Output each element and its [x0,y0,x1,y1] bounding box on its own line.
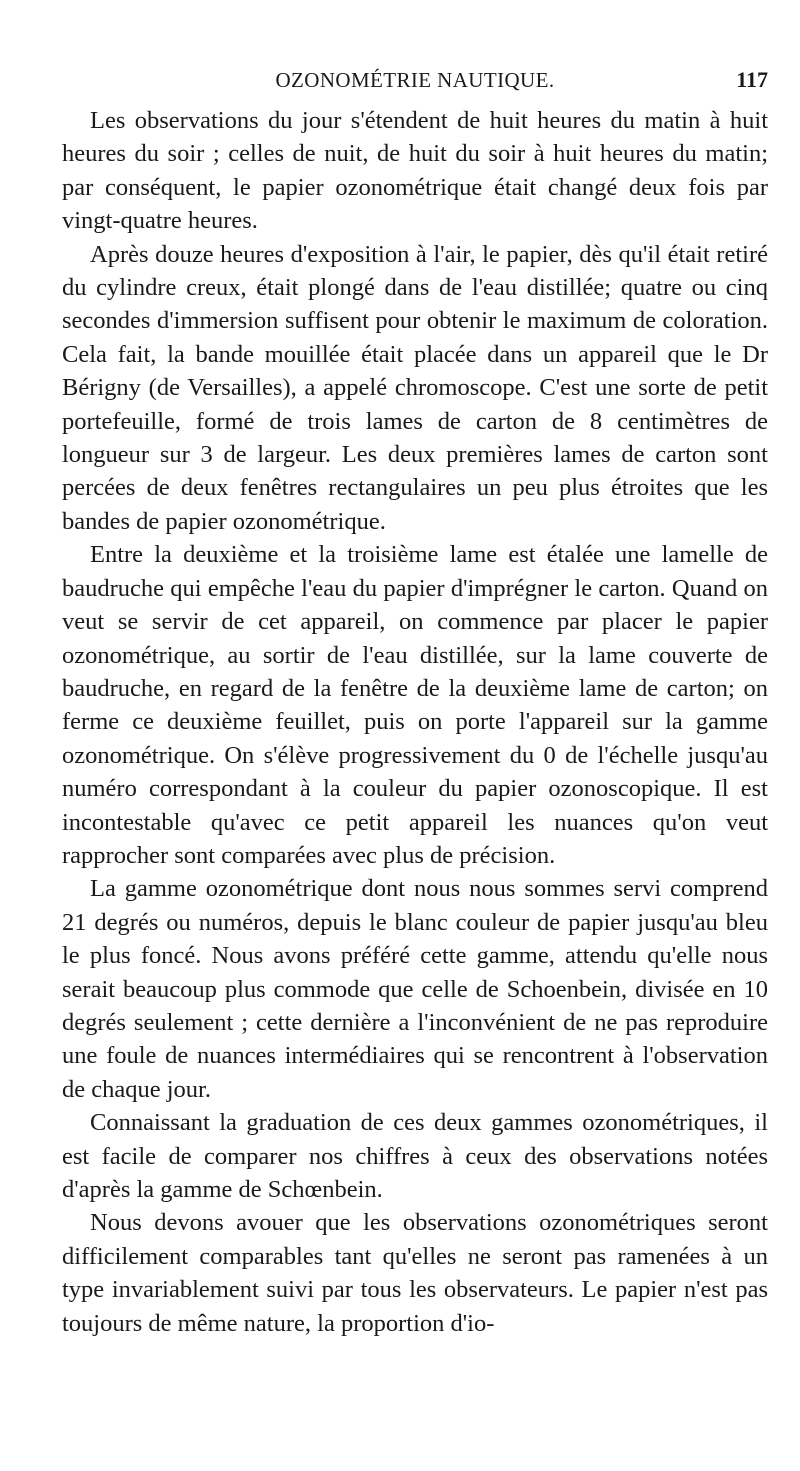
page-number: 117 [736,67,768,92]
paragraph-graduation: Connaissant la graduation de ces deux gammes ozonométriques, il est facile de comparer nos chiffres à ceux des observations notées d'après la gamme de Schœnbein. [62,1109,768,1203]
body-text [62,104,768,1340]
running-header [62,62,768,98]
paragraph-gamme: La gamme ozonométrique dont nous nous sommes servi comprend 21 degrés ou numéros, depuis le blanc couleur de papier jusqu'au bleu le plus foncé. Nous avons préféré cette gamme, attendu qu'elle nous serait beaucoup plus commode que celle de Schoenbein, divisée en 10 degrés seulement ; cette dernière a l'inconvénient de ne pas reproduire une foule de nuances intermédiaires qui se rencontrent à l'observation de chaque jour. [62,875,768,1103]
paragraph-comparability: Nous devons avouer que les observations ozonométriques seront difficilement comparables tant qu'elles ne seront pas ramenées à un type invariablement suivi par tous les observateurs. Le papier n'est pas toujours de même nature, la proportion d'io- [62,1209,768,1337]
paragraph-observation-hours: Les observations du jour s'étendent de huit heures du matin à huit heures du soir ; celles de nuit, de huit du soir à huit heures du matin; par conséquent, le papier ozonométrique était changé deux fois par vingt-quatre heures. [62,107,768,235]
paragraph-baudruche: Entre la deuxième et la troisième lame est étalée une lamelle de baudruche qui empêche l'eau du papier d'imprégner le carton. Quand on veut se servir de cet appareil, on commence par placer le papier ozonométrique, au sortir de l'eau distillée, sur la lame couverte de baudruche, en regard de la fenêtre de la deuxième lame de carton; on ferme ce deuxième feuillet, puis on porte l'appareil sur la gamme ozonométrique. On s'élève progressivement du 0 de l'échelle jusqu'au numéro correspondant à la couleur du papier ozonoscopique. Il est incontestable qu'avec ce petit appareil les nuances qu'on veut rapprocher sont comparées avec plus de précision. [62,541,768,869]
running-title: OZONOMÉTRIE NAUTIQUE. [275,68,555,92]
paragraph-chromoscope: Après douze heures d'exposition à l'air, le papier, dès qu'il était retiré du cylindre creux, était plongé dans de l'eau distillée; quatre ou cinq secondes d'immersion suffisent pour obtenir le maximum de coloration. Cela fait, la bande mouillée était placée dans un appareil que le Dr Bérigny (de Versailles), a appelé chromoscope. C'est une sorte de petit portefeuille, formé de trois lames de carton de 8 centimètres de longueur sur 3 de largeur. Les deux premières lames de carton sont percées de deux fenêtres rectangulaires un peu plus étroites que les bandes de papier ozonométrique. [62,240,768,535]
